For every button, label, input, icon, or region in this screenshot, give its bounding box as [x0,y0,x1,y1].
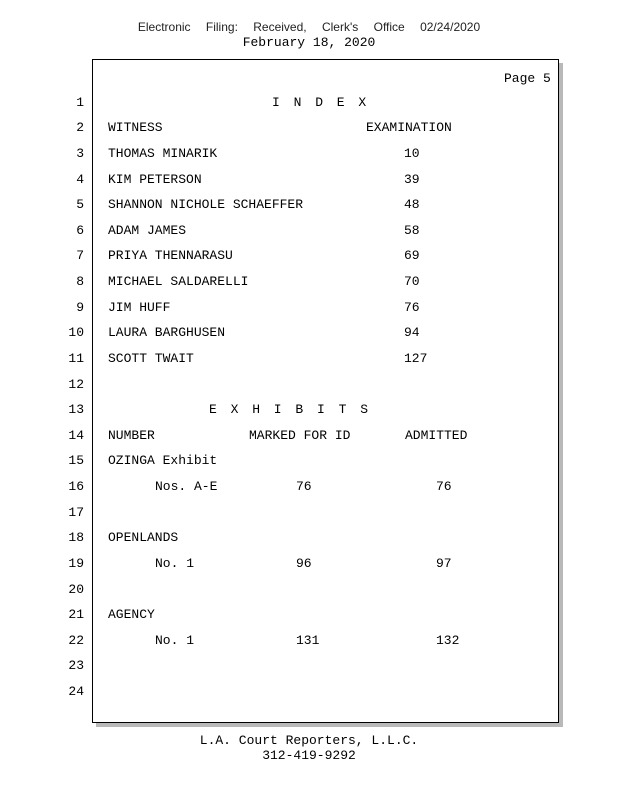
examination-page: 69 [404,248,420,263]
page-number: Page 5 [504,71,551,86]
line-number: 9 [76,300,84,315]
witness-name: MICHAEL SALDARELLI [108,274,249,289]
stamp-word: Electronic [137,20,191,34]
transcript-line [0,428,618,444]
exhibit-number: No. 1 [155,556,195,571]
reporter-company: L.A. Court Reporters, L.L.C. [199,733,419,748]
transcript-line [0,274,618,290]
reporter-phone: 312-419-9292 [262,748,356,763]
line-number: 11 [68,351,84,366]
index-title: I N D E X [272,95,370,110]
transcript-line [0,633,618,649]
witness-name: LAURA BARGHUSEN [108,325,226,340]
examination-page: 76 [404,300,420,315]
transcript-line [0,377,618,393]
transcript-line [0,582,618,598]
transcript-line [0,530,618,546]
transcript-line [0,453,618,469]
exhibits-title: E X H I B I T S [209,402,372,417]
examination-page: 48 [404,197,420,212]
filing-stamp [0,20,618,34]
transcript-line [0,479,618,495]
line-number: 1 [76,95,84,110]
line-number: 12 [68,377,84,392]
transcript-line [0,172,618,188]
transcript-line [0,658,618,674]
witness-header: WITNESS [108,120,163,135]
line-number: 16 [68,479,84,494]
transcript-line [0,402,618,418]
line-number: 5 [76,197,84,212]
line-number: 23 [68,658,84,673]
page-footer [0,733,618,763]
transcript-line [0,684,618,700]
number-header: NUMBER [108,428,155,443]
line-number: 18 [68,530,84,545]
admitted-page: 97 [436,556,452,571]
examination-page: 10 [404,146,420,161]
stamp-word: Clerk's [321,20,359,34]
stamp-word: 02/24/2020 [420,20,481,34]
line-number: 13 [68,402,84,417]
transcript-line [0,95,618,111]
transcript-line [0,325,618,341]
line-number: 7 [76,248,84,263]
line-number: 4 [76,172,84,187]
transcript-line [0,505,618,521]
examination-page: 94 [404,325,420,340]
examination-header: EXAMINATION [366,120,452,135]
exhibit-group: AGENCY [108,607,155,622]
line-number: 21 [68,607,84,622]
witness-name: SCOTT TWAIT [108,351,194,366]
admitted-page: 132 [436,633,460,648]
stamp-word: Filing: [205,20,238,34]
line-number: 20 [68,582,84,597]
marked-page: 76 [296,479,312,494]
marked-header: MARKED FOR ID [249,428,351,443]
line-number: 8 [76,274,84,289]
transcript-date: February 18, 2020 [242,35,376,50]
line-number: 10 [68,325,84,340]
exhibit-number: Nos. A-E [155,479,218,494]
examination-page: 70 [404,274,420,289]
witness-name: ADAM JAMES [108,223,187,238]
witness-name: SHANNON NICHOLE SCHAEFFER [108,197,304,212]
stamp-word: Office [373,20,405,34]
transcript-line [0,351,618,367]
exhibit-group: OPENLANDS [108,530,179,545]
exhibit-group: OZINGA Exhibit [108,453,218,468]
marked-page: 96 [296,556,312,571]
transcript-line [0,607,618,623]
witness-name: PRIYA THENNARASU [108,248,233,263]
line-number: 2 [76,120,84,135]
witness-name: JIM HUFF [108,300,171,315]
admitted-page: 76 [436,479,452,494]
line-number: 3 [76,146,84,161]
examination-page: 39 [404,172,420,187]
line-number: 17 [68,505,84,520]
line-number: 14 [68,428,84,443]
examination-page: 127 [404,351,428,366]
transcript-line [0,146,618,162]
line-number: 22 [68,633,84,648]
examination-page: 58 [404,223,420,238]
witness-name: KIM PETERSON [108,172,202,187]
line-number: 24 [68,684,84,699]
admitted-header: ADMITTED [405,428,468,443]
line-number: 15 [68,453,84,468]
witness-name: THOMAS MINARIK [108,146,218,161]
exhibit-number: No. 1 [155,633,195,648]
transcript-line [0,223,618,239]
transcript-line [0,300,618,316]
line-number: 6 [76,223,84,238]
transcript-line [0,248,618,264]
transcript-line [0,197,618,213]
transcript-line [0,556,618,572]
stamp-word: Received, [253,20,307,34]
marked-page: 131 [296,633,320,648]
line-number: 19 [68,556,84,571]
transcript-line [0,120,618,136]
